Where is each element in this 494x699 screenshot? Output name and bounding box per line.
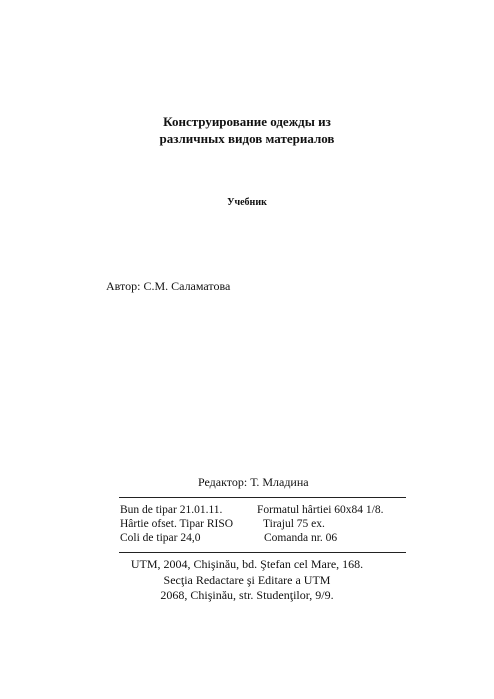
imprint-paper-format: Formatul hârtiei 60x84 1/8.: [257, 504, 384, 516]
imprint-print-run: Tirajul 75 ex.: [263, 518, 325, 530]
book-title-line-2: различных видов материалов: [159, 131, 335, 146]
editor-line: Редактор: Т. Младина: [198, 475, 309, 489]
book-type-label: Учебник: [227, 197, 267, 208]
publisher-address-line-2: Secţia Redactare şi Editare a UTM: [163, 573, 331, 587]
imprint-top-rule: [119, 497, 406, 498]
imprint-sheets: Coli de tipar 24,0: [120, 532, 201, 544]
imprint-print-date: Bun de tipar 21.01.11.: [120, 504, 223, 516]
book-title-line-1: Конструирование одежды из: [163, 114, 331, 129]
imprint-order-number: Comanda nr. 06: [264, 532, 338, 544]
author-line: Автор: С.М. Саламатова: [106, 279, 231, 293]
book-title: [0, 113, 494, 147]
imprint-bottom-rule: [119, 552, 406, 553]
publisher-address-line-3: 2068, Chişinău, str. Studenţilor, 9/9.: [160, 588, 334, 602]
imprint-paper-type: Hârtie ofset. Tipar RISO: [120, 518, 234, 530]
publisher-address-line-1: UTM, 2004, Chişinău, bd. Ştefan cel Mare, 168.: [130, 557, 364, 571]
